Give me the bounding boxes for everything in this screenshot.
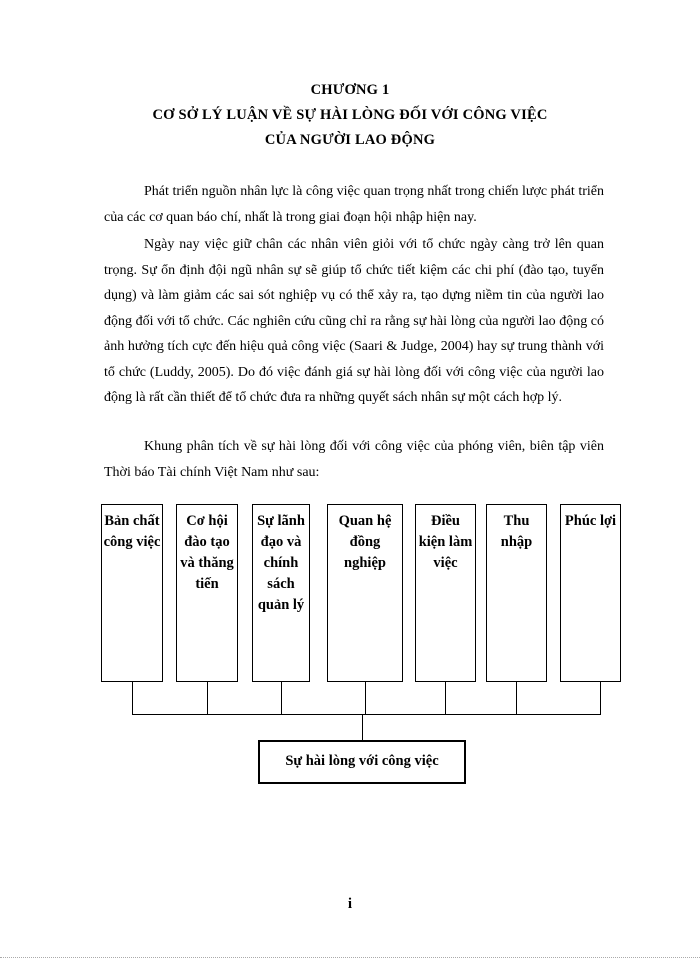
factor-box-su-lanh-dao: Sự lãnh đạo và chính sách quản lý <box>252 504 310 682</box>
connector-line <box>445 682 446 714</box>
connector-line <box>600 682 601 714</box>
factor-box-thu-nhap: Thu nhập <box>486 504 547 682</box>
chapter-title-line2: CỦA NGƯỜI LAO ĐỘNG <box>264 132 436 148</box>
page-number: i <box>347 896 353 912</box>
paragraph-2: Ngày nay việc giữ chân các nhân viên giỏi với tổ chức ngày càng trở lên quan trọng. Sự ổn định đội ngũ nhân sự sẽ giúp tổ chức tiết kiệm các chi phí (đào tạo, tuyển dụng) và làm giảm các sai sót nghiệp vụ có thể xảy ra, tạo dựng niềm tin của người lao động đối với tổ chức. Các nghiên cứu cũng chỉ ra rằng sự hài lòng của người lao động có ảnh hưởng tích cực đến hiệu quả công việc (Saari & Judge, 2004) hay sự trung thành với tổ chức (Luddy, 2005). Do đó việc đánh giá sự hài lòng đối với công việc của người lao động là rất cần thiết để tổ chức đưa ra những quyết sách nhân sự một cách hợp lý. <box>104 237 604 405</box>
connector-line <box>365 682 366 714</box>
chapter-number: CHƯƠNG 1 <box>310 82 390 98</box>
connector-line <box>207 682 208 714</box>
connector-line <box>281 682 282 714</box>
connector-line <box>132 682 133 714</box>
factor-box-dieu-kien-lam-viec: Điều kiện làm việc <box>415 504 476 682</box>
connector-bus-line <box>132 714 601 715</box>
outcome-box-su-hai-long: Sự hài lòng với công việc <box>258 740 466 784</box>
connector-line <box>362 714 363 740</box>
chapter-title-line1: CƠ SỞ LÝ LUẬN VỀ SỰ HÀI LÒNG ĐỐI VỚI CÔNG VIỆC <box>152 107 548 123</box>
factor-box-co-hoi-dao-tao: Cơ hội đào tạo và thăng tiến <box>176 504 238 682</box>
factor-box-phuc-loi: Phúc lợi <box>560 504 621 682</box>
paragraph-1: Phát triển nguồn nhân lực là công việc quan trọng nhất trong chiến lược phát triển của các cơ quan báo chí, nhất là trong giai đoạn hội nhập hiện nay. <box>104 184 604 225</box>
page-bottom-divider <box>0 957 700 958</box>
factor-box-ban-chat-cong-viec: Bản chất công việc <box>101 504 163 682</box>
factor-box-quan-he-dong-nghiep: Quan hệ đồng nghiệp <box>327 504 403 682</box>
paragraph-3: Khung phân tích về sự hài lòng đối với công việc của phóng viên, biên tập viên Thời báo Tài chính Việt Nam như sau: <box>104 439 604 480</box>
connector-line <box>516 682 517 714</box>
